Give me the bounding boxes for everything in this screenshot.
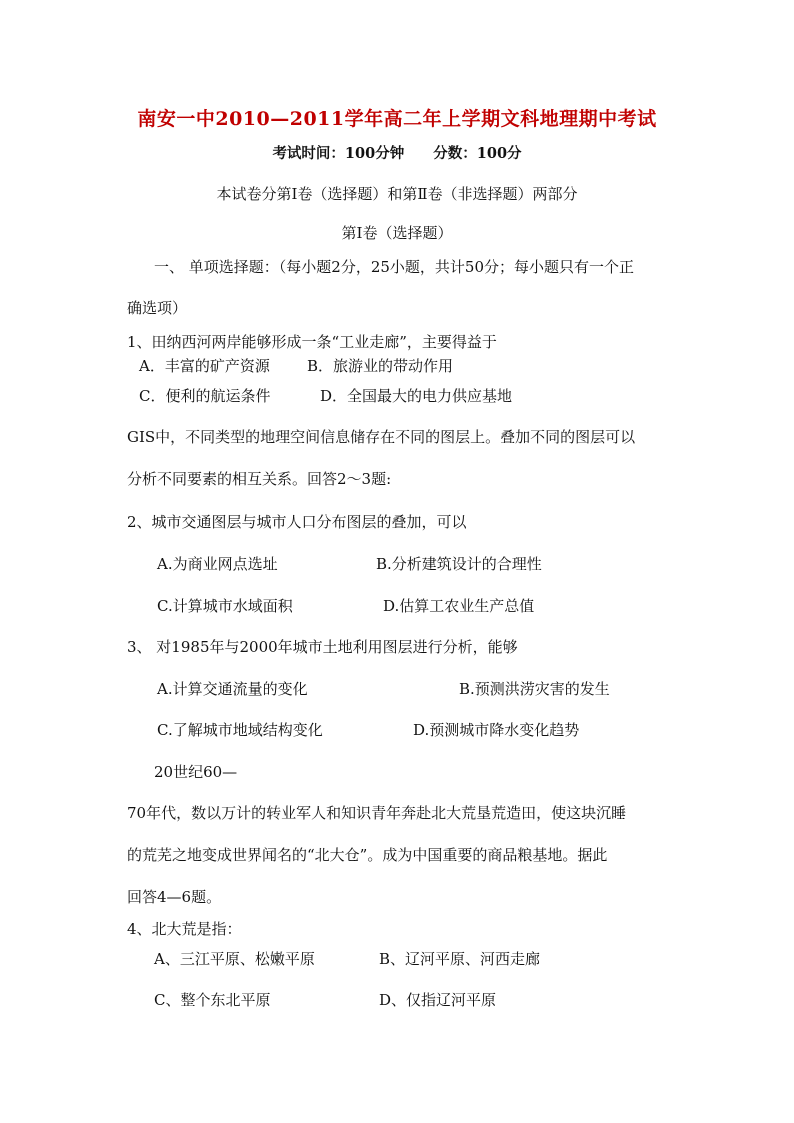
gis-passage-line-2: 分析不同要素的相互关系。回答2～3题: — [127, 470, 392, 488]
question-3-option-b: B.预测洪涝灾害的发生 — [459, 680, 610, 698]
passage-line-4: 回答4—6题。 — [127, 888, 222, 906]
question-3-stem: 3、 对1985年与2000年城市土地利用图层进行分析，能够 — [127, 638, 518, 656]
question-2-stem: 2、城市交通图层与城市人口分布图层的叠加，可以 — [127, 513, 467, 531]
question-2-option-a: A.为商业网点选址 — [157, 555, 278, 573]
question-3-option-d: D.预测城市降水变化趋势 — [413, 721, 580, 739]
question-4-option-d: D、仅指辽河平原 — [379, 991, 497, 1009]
question-4-option-a: A、三江平原、松嫩平原 — [154, 950, 315, 968]
volume-one-heading: 第Ⅰ卷（选择题） — [341, 224, 453, 242]
exam-score: 分数：100分 — [433, 145, 522, 162]
exam-time: 考试时间：100分钟 — [272, 145, 405, 162]
question-4-option-c: C、整个东北平原 — [154, 991, 271, 1009]
question-3-option-c: C.了解城市地域结构变化 — [157, 721, 323, 739]
question-1-option-d: D．全国最大的电力供应基地 — [320, 387, 513, 405]
question-2-option-c: C.计算城市水域面积 — [157, 597, 293, 615]
question-3-option-a: A.计算交通流量的变化 — [157, 680, 308, 698]
question-2-option-b: B.分析建筑设计的合理性 — [376, 555, 542, 573]
volumes-note: 本试卷分第Ⅰ卷（选择题）和第Ⅱ卷（非选择题）两部分 — [216, 185, 578, 203]
question-1-stem: 1、田纳西河两岸能够形成一条“工业走廊”，主要得益于 — [127, 333, 497, 351]
section-one-instructions-cont: 确选项） — [127, 299, 188, 317]
gis-passage-line-1: GIS中，不同类型的地理空间信息储存在不同的图层上。叠加不同的图层可以 — [127, 428, 636, 446]
passage-line-2: 70年代，数以万计的转业军人和知识青年奔赴北大荒垦荒造田，使这块沉睡 — [127, 804, 627, 822]
exam-title: 南安一中2010—2011学年高二年上学期文科地理期中考试 — [137, 108, 657, 130]
passage-line-1: 20世纪60— — [154, 763, 238, 781]
question-1-option-b: B．旅游业的带动作用 — [307, 357, 454, 375]
question-1-option-c: C．便利的航运条件 — [139, 387, 271, 405]
exam-info — [0, 142, 794, 163]
question-4-option-b: B、辽河平原、河西走廊 — [379, 950, 541, 968]
question-4-stem: 4、北大荒是指： — [127, 920, 242, 938]
section-one-instructions: 一、 单项选择题：（每小题2分，25小题，共计50分；每小题只有一个正 — [154, 258, 634, 276]
question-1-option-a: A．丰富的矿产资源 — [139, 357, 270, 375]
question-2-option-d: D.估算工农业生产总值 — [383, 597, 535, 615]
passage-line-3: 的荒芜之地变成世界闻名的“北大仓”。成为中国重要的商品粮基地。据此 — [127, 846, 608, 864]
